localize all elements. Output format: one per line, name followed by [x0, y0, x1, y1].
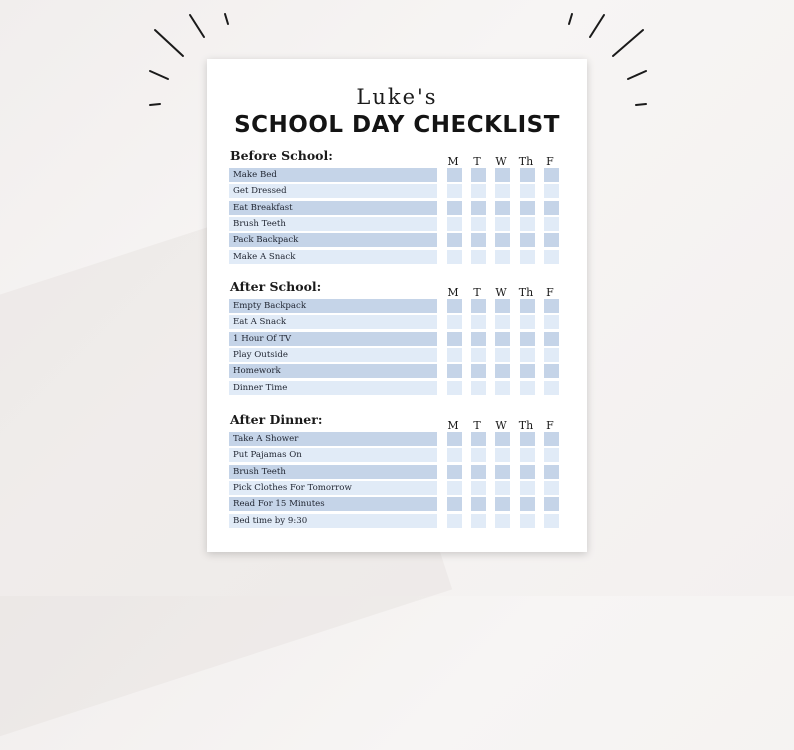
- task-row: [229, 217, 568, 231]
- checkbox-m[interactable]: [447, 497, 462, 511]
- task-label: Put Pajamas On: [229, 448, 437, 462]
- task-row: [229, 299, 568, 313]
- checkbox-f[interactable]: [544, 348, 559, 362]
- task-label: Pack Backpack: [229, 233, 437, 247]
- task-label: Brush Teeth: [229, 217, 437, 231]
- task-row: [229, 332, 568, 346]
- burst-line: [590, 15, 604, 37]
- day-header-th: Th: [518, 155, 534, 168]
- task-label: Get Dressed: [229, 184, 437, 198]
- day-header-th: Th: [518, 286, 534, 299]
- checkbox-t[interactable]: [471, 381, 486, 395]
- checkbox-w[interactable]: [495, 381, 510, 395]
- task-label: Make Bed: [229, 168, 437, 182]
- checkbox-f[interactable]: [544, 201, 559, 215]
- checkbox-w[interactable]: [495, 481, 510, 495]
- checkbox-th[interactable]: [520, 315, 535, 329]
- task-label: Empty Backpack: [229, 299, 437, 313]
- task-label: Eat Breakfast: [229, 201, 437, 215]
- task-row: [229, 514, 568, 528]
- day-header-t: T: [473, 155, 481, 168]
- checkbox-w[interactable]: [495, 201, 510, 215]
- checkbox-th[interactable]: [520, 514, 535, 528]
- task-label: Eat A Snack: [229, 315, 437, 329]
- checkbox-w[interactable]: [495, 184, 510, 198]
- day-header-f: F: [546, 155, 554, 168]
- task-label: Dinner Time: [229, 381, 437, 395]
- burst-line: [190, 15, 204, 37]
- child-name: Luke's: [356, 85, 438, 109]
- task-row: [229, 364, 568, 378]
- task-label: Take A Shower: [229, 432, 437, 446]
- checkbox-f[interactable]: [544, 381, 559, 395]
- burst-line: [569, 14, 572, 24]
- checkbox-m[interactable]: [447, 168, 462, 182]
- checkbox-m[interactable]: [447, 481, 462, 495]
- checkbox-w[interactable]: [495, 233, 510, 247]
- day-header-m: M: [447, 286, 459, 299]
- checklist-sheet: [207, 59, 587, 552]
- checkbox-w[interactable]: [495, 315, 510, 329]
- checkbox-th[interactable]: [520, 201, 535, 215]
- task-row: [229, 315, 568, 329]
- checkbox-f[interactable]: [544, 514, 559, 528]
- day-header-t: T: [473, 419, 481, 432]
- checkbox-m[interactable]: [447, 299, 462, 313]
- checkbox-w[interactable]: [495, 332, 510, 346]
- task-label: Brush Teeth: [229, 465, 437, 479]
- checkbox-f[interactable]: [544, 432, 559, 446]
- task-label: Bed time by 9:30: [229, 514, 437, 528]
- task-label: Homework: [229, 364, 437, 378]
- day-header-w: W: [495, 419, 507, 432]
- checkbox-th[interactable]: [520, 465, 535, 479]
- burst-line: [150, 104, 160, 105]
- day-header-t: T: [473, 286, 481, 299]
- section-title: After Dinner:: [230, 412, 323, 427]
- day-header-w: W: [495, 286, 507, 299]
- checkbox-t[interactable]: [471, 348, 486, 362]
- burst-line: [613, 30, 643, 56]
- checkbox-th[interactable]: [520, 217, 535, 231]
- burst-line: [636, 104, 646, 105]
- checkbox-w[interactable]: [495, 348, 510, 362]
- checkbox-m[interactable]: [447, 381, 462, 395]
- task-label: Read For 15 Minutes: [229, 497, 437, 511]
- task-row: [229, 381, 568, 395]
- checkbox-f[interactable]: [544, 315, 559, 329]
- checkbox-th[interactable]: [520, 168, 535, 182]
- checkbox-th[interactable]: [520, 432, 535, 446]
- checkbox-f[interactable]: [544, 217, 559, 231]
- day-header-m: M: [447, 419, 459, 432]
- checkbox-t[interactable]: [471, 315, 486, 329]
- checkbox-f[interactable]: [544, 250, 559, 264]
- checkbox-m[interactable]: [447, 448, 462, 462]
- checkbox-m[interactable]: [447, 465, 462, 479]
- task-label: Play Outside: [229, 348, 437, 362]
- task-row: [229, 481, 568, 495]
- checkbox-w[interactable]: [495, 497, 510, 511]
- task-row: [229, 233, 568, 247]
- checkbox-w[interactable]: [495, 364, 510, 378]
- checkbox-t[interactable]: [471, 299, 486, 313]
- checkbox-m[interactable]: [447, 315, 462, 329]
- day-header-f: F: [546, 286, 554, 299]
- checkbox-m[interactable]: [447, 250, 462, 264]
- checkbox-th[interactable]: [520, 332, 535, 346]
- checkbox-th[interactable]: [520, 250, 535, 264]
- checkbox-t[interactable]: [471, 250, 486, 264]
- checkbox-f[interactable]: [544, 332, 559, 346]
- task-label: Make A Snack: [229, 250, 437, 264]
- checkbox-th[interactable]: [520, 481, 535, 495]
- checkbox-f[interactable]: [544, 497, 559, 511]
- task-row: [229, 432, 568, 446]
- checkbox-t[interactable]: [471, 448, 486, 462]
- burst-line: [225, 14, 228, 24]
- checkbox-th[interactable]: [520, 299, 535, 313]
- sheet-title: SCHOOL DAY CHECKLIST: [234, 112, 560, 138]
- checkbox-w[interactable]: [495, 465, 510, 479]
- checkbox-th[interactable]: [520, 497, 535, 511]
- burst-line: [628, 71, 646, 79]
- checkbox-th[interactable]: [520, 184, 535, 198]
- checkbox-t[interactable]: [471, 332, 486, 346]
- checkbox-f[interactable]: [544, 233, 559, 247]
- checkbox-t[interactable]: [471, 233, 486, 247]
- checkbox-t[interactable]: [471, 364, 486, 378]
- checkbox-w[interactable]: [495, 448, 510, 462]
- day-header-w: W: [495, 155, 507, 168]
- checkbox-w[interactable]: [495, 299, 510, 313]
- checkbox-t[interactable]: [471, 514, 486, 528]
- day-header-th: Th: [518, 419, 534, 432]
- checkbox-w[interactable]: [495, 217, 510, 231]
- checkbox-t[interactable]: [471, 201, 486, 215]
- checkbox-w[interactable]: [495, 168, 510, 182]
- checkbox-th[interactable]: [520, 348, 535, 362]
- checkbox-th[interactable]: [520, 233, 535, 247]
- checkbox-th[interactable]: [520, 381, 535, 395]
- checkbox-t[interactable]: [471, 217, 486, 231]
- checkbox-m[interactable]: [447, 332, 462, 346]
- checkbox-m[interactable]: [447, 201, 462, 215]
- checkbox-f[interactable]: [544, 481, 559, 495]
- task-row: [229, 250, 568, 264]
- checkbox-th[interactable]: [520, 448, 535, 462]
- checkbox-w[interactable]: [495, 250, 510, 264]
- checkbox-m[interactable]: [447, 364, 462, 378]
- checkbox-t[interactable]: [471, 432, 486, 446]
- checkbox-t[interactable]: [471, 497, 486, 511]
- checkbox-f[interactable]: [544, 299, 559, 313]
- checkbox-t[interactable]: [471, 184, 486, 198]
- checkbox-m[interactable]: [447, 233, 462, 247]
- task-row: [229, 184, 568, 198]
- checkbox-t[interactable]: [471, 168, 486, 182]
- checkbox-f[interactable]: [544, 465, 559, 479]
- task-label: Pick Clothes For Tomorrow: [229, 481, 437, 495]
- checkbox-f[interactable]: [544, 448, 559, 462]
- burst-line: [150, 71, 168, 79]
- task-row: [229, 465, 568, 479]
- task-row: [229, 348, 568, 362]
- checkbox-m[interactable]: [447, 217, 462, 231]
- checkbox-f[interactable]: [544, 168, 559, 182]
- checkbox-th[interactable]: [520, 364, 535, 378]
- checkbox-t[interactable]: [471, 465, 486, 479]
- day-header-f: F: [546, 419, 554, 432]
- checkbox-w[interactable]: [495, 432, 510, 446]
- day-header-m: M: [447, 155, 459, 168]
- checkbox-f[interactable]: [544, 184, 559, 198]
- task-row: [229, 201, 568, 215]
- checkbox-m[interactable]: [447, 348, 462, 362]
- checkbox-m[interactable]: [447, 514, 462, 528]
- task-label: 1 Hour Of TV: [229, 332, 437, 346]
- task-row: [229, 168, 568, 182]
- checkbox-w[interactable]: [495, 514, 510, 528]
- checkbox-f[interactable]: [544, 364, 559, 378]
- section-title: After School:: [230, 279, 322, 294]
- checkbox-m[interactable]: [447, 184, 462, 198]
- task-row: [229, 448, 568, 462]
- task-row: [229, 497, 568, 511]
- checkbox-m[interactable]: [447, 432, 462, 446]
- checkbox-t[interactable]: [471, 481, 486, 495]
- section-title: Before School:: [230, 148, 333, 163]
- burst-line: [155, 30, 183, 56]
